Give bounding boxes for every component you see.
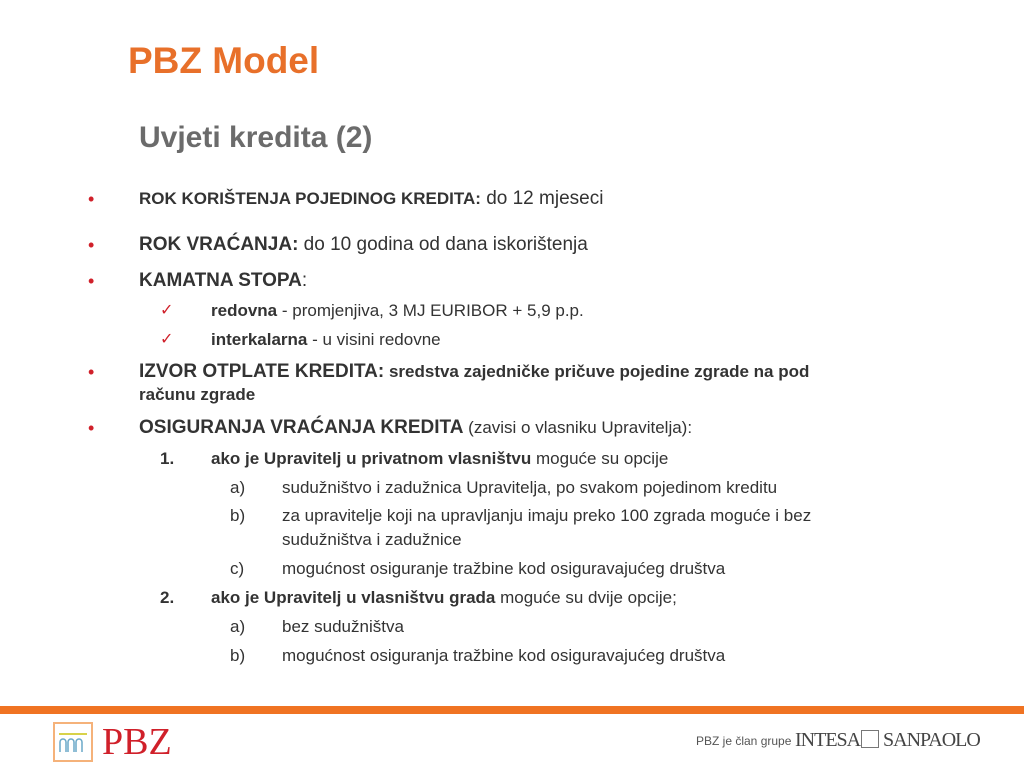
item-label: redovna <box>211 301 278 320</box>
item-text: : <box>301 270 308 291</box>
list-item <box>139 188 603 210</box>
item-text: (zavisi o vlasniku Upravitelja): <box>463 418 693 437</box>
item-text-continued: računu zgrade <box>139 385 256 404</box>
slide-title: PBZ Model <box>128 40 320 81</box>
checkmark-icon: ✓ <box>160 331 174 348</box>
bullet-icon: • <box>88 418 95 438</box>
list-number: 2. <box>160 588 175 607</box>
item-text: - promjenjiva, 3 MJ EURIBOR + 5,9 p.p. <box>277 301 584 320</box>
item-label: OSIGURANJA VRAĆANJA KREDITA <box>139 417 464 438</box>
item-label: ROK KORIŠTENJA POJEDINOG KREDITA: <box>139 189 481 208</box>
item-label: ako je Upravitelj u privatnom vlasništvu <box>211 449 532 468</box>
group-member-text: PBZ je član grupe <box>696 734 792 748</box>
item-text: do 10 godina od dana iskorištenja <box>298 234 588 255</box>
list-item: sudužništvo i zadužnica Upravitelja, po svakom pojedinom kreditu <box>282 478 778 497</box>
item-text: do 12 mjeseci <box>480 188 604 209</box>
intesa-logo-text: INTESA <box>795 729 861 751</box>
item-label: IZVOR OTPLATE KREDITA: <box>139 361 385 382</box>
list-item <box>211 588 677 608</box>
list-item <box>211 301 584 321</box>
item-text: moguće su opcije <box>531 449 669 468</box>
list-letter: b) <box>230 646 246 665</box>
list-letter: c) <box>230 559 245 578</box>
item-text: - u visini redovne <box>307 330 441 349</box>
intesa-sanpaolo-logo-icon <box>861 730 879 748</box>
list-item <box>211 330 441 350</box>
list-item: mogućnost osiguranja tražbine kod osiguravajućeg društva <box>282 646 726 665</box>
pbz-logo-icon <box>53 722 93 762</box>
bullet-icon: • <box>88 362 95 382</box>
checkmark-icon: ✓ <box>160 302 174 319</box>
list-item <box>139 417 692 439</box>
item-text: moguće su dvije opcije; <box>495 588 677 607</box>
list-item: bez sudužništva <box>282 617 404 636</box>
list-item: za upravitelje koji na upravljanju imaju preko 100 zgrada moguće i bez <box>282 506 812 525</box>
item-label: ROK VRAĆANJA: <box>139 234 299 255</box>
slide-subtitle: Uvjeti kredita (2) <box>139 121 373 154</box>
bullet-icon: • <box>88 235 95 255</box>
list-item-continued: sudužništva i zadužnice <box>282 530 462 549</box>
list-item: mogućnost osiguranje tražbine kod osiguravajućeg društva <box>282 559 726 578</box>
sanpaolo-logo-text: SANPAOLO <box>883 729 980 751</box>
list-item <box>139 234 588 256</box>
list-item <box>211 449 668 469</box>
item-label: KAMATNA STOPA <box>139 270 302 291</box>
footer-divider <box>0 706 1024 714</box>
item-label: interkalarna <box>211 330 308 349</box>
list-letter: a) <box>230 478 246 497</box>
list-letter: a) <box>230 617 246 636</box>
item-label: ako je Upravitelj u vlasništvu grada <box>211 588 496 607</box>
list-item <box>139 270 307 292</box>
list-item <box>139 361 809 383</box>
list-number: 1. <box>160 449 175 468</box>
bullet-icon: • <box>88 271 95 291</box>
item-text: sredstva zajedničke pričuve pojedine zgrade na pod <box>384 362 810 381</box>
list-letter: b) <box>230 506 246 525</box>
pbz-logo-text: PBZ <box>102 721 172 763</box>
bullet-icon: • <box>88 189 95 209</box>
